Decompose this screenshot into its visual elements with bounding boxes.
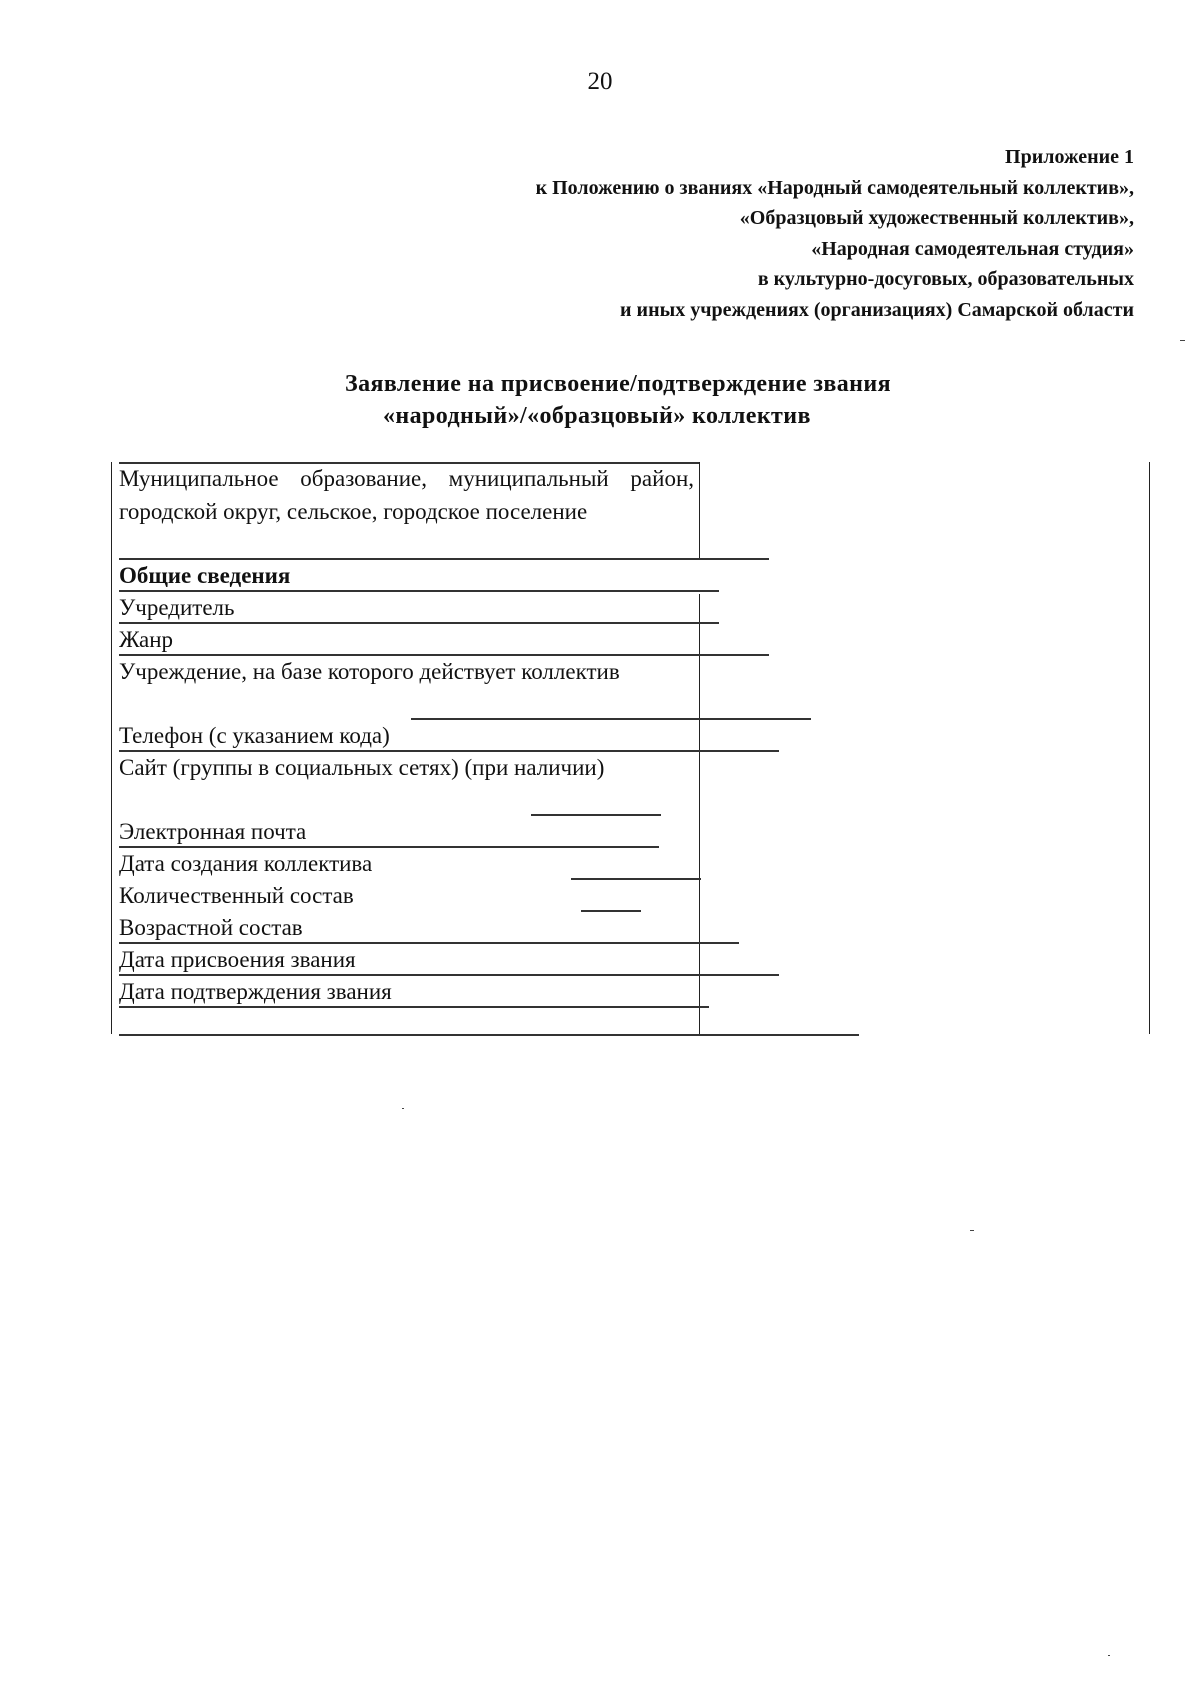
form-section-general-info: Общие сведения [119, 563, 291, 588]
row-rule [531, 814, 661, 816]
table-left-border [111, 462, 112, 1034]
appendix-line: к Положению о званиях «Народный самодеятельный коллектив», [535, 176, 1134, 199]
row-rule [581, 910, 641, 912]
row-rule [411, 718, 811, 720]
scan-speck [970, 1230, 974, 1231]
form-row-member-count: Количественный состав [119, 883, 354, 908]
form-row-age-composition: Возрастной состав [119, 915, 303, 940]
form-row-founder: Учредитель [119, 595, 235, 620]
appendix-header [536, 142, 1134, 325]
form-row-email: Электронная почта [119, 819, 307, 844]
form-row-title-award-date: Дата присвоения звания [119, 947, 356, 972]
appendix-line: в культурно-досуговых, образовательных [757, 268, 1134, 290]
appendix-line: «Народная самодеятельная студия» [811, 237, 1134, 260]
form-row-website: Сайт (группы в социальных сетях) (при наличии) [119, 755, 605, 780]
form-row-genre: Жанр [119, 627, 174, 652]
application-form-table [111, 462, 1151, 1034]
table-column-divider [699, 594, 700, 1034]
form-row-municipality: Муниципальное образование, муниципальный район, городской округ, сельское, городское поселение [119, 466, 694, 524]
scan-speck [1180, 340, 1185, 341]
form-row-host-institution: Учреждение, на базе которого действует коллектив [119, 659, 620, 684]
appendix-line: и иных учреждениях (организациях) Самарской области [620, 298, 1134, 321]
title-line-1: Заявление на присвоение/подтверждение звания [345, 371, 892, 397]
scan-speck [1108, 1655, 1110, 1656]
appendix-line: Приложение 1 [1005, 146, 1134, 168]
table-column-divider [699, 462, 700, 558]
form-row-phone: Телефон (с указанием кода) [119, 723, 390, 748]
page-number: 20 [587, 68, 613, 95]
form-row-creation-date: Дата создания коллектива [119, 851, 373, 876]
title-line-2: «народный»/«образцовый» коллектив [383, 403, 811, 429]
scan-speck [402, 1108, 404, 1109]
form-row-title-confirmation-date: Дата подтверждения звания [119, 979, 392, 1004]
table-right-border [1149, 462, 1150, 1034]
appendix-line: «Образцовый художественный коллектив», [739, 207, 1134, 229]
row-rule [119, 1034, 859, 1036]
row-rule [571, 878, 701, 880]
